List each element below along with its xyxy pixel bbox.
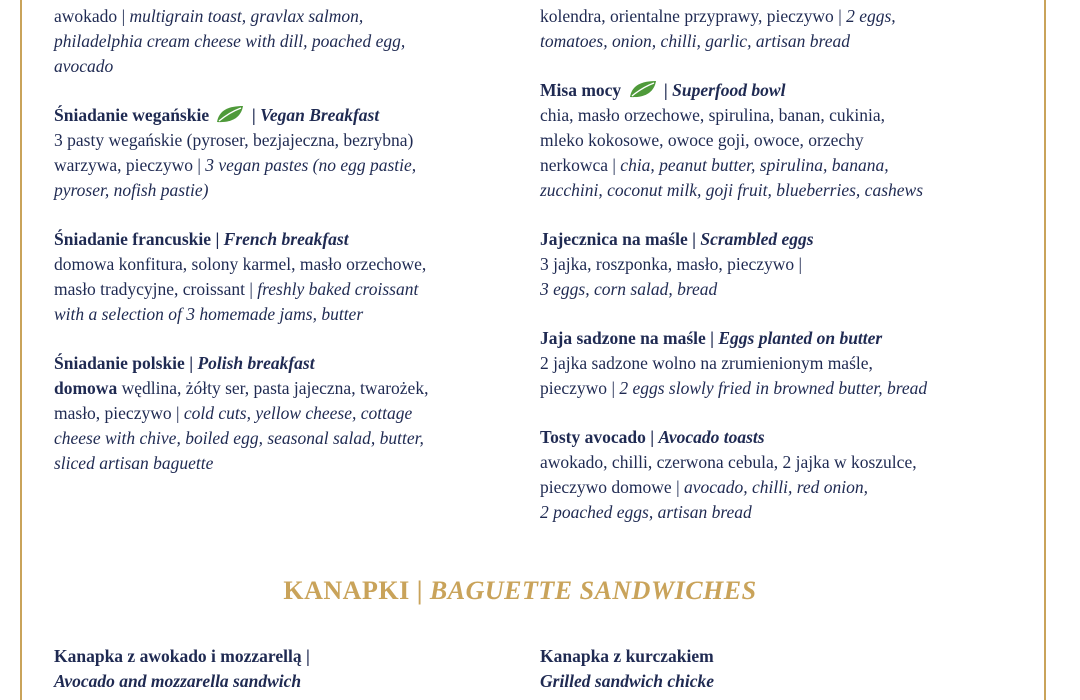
- item-desc-pl: awokado, chilli, czerwona cebula, 2 jajka w koszulce,: [540, 452, 917, 472]
- menu-item-chicken-sandwich: [540, 644, 714, 694]
- item-desc-en: cold cuts, yellow cheese, cottage: [183, 403, 413, 423]
- menu-item-french-breakfast: Śniadanie francuskie | French breakfast domowa konfitura, solony karmel, masło orzechowe, masło tradycyjne, croissant | freshly baked croissant with a selection of 3 homemade jams, butter: [54, 229, 427, 324]
- item-title-pl: Jajecznica na maśle: [540, 229, 688, 249]
- item-desc-en: sliced artisan baguette: [54, 453, 214, 473]
- item-desc-en: avocado: [54, 56, 114, 76]
- item-desc-pl: pieczywo domowe: [540, 477, 672, 497]
- menu-item-partial-left: awokado | multigrain toast, gravlax salmon, philadelphia cream cheese with dill, poached egg, avocado: [54, 6, 406, 76]
- item-desc-en: 2 eggs,: [846, 6, 896, 26]
- item-desc-bold: domowa: [54, 378, 118, 398]
- item-desc-en: multigrain toast, gravlax salmon,: [129, 6, 364, 26]
- item-desc-en: cheese with chive, boiled egg, seasonal salad, butter,: [54, 428, 424, 448]
- item-desc-pl: pieczywo: [540, 378, 608, 398]
- item-desc-pl: awokado: [54, 6, 118, 26]
- item-title-en: Grilled sandwich chicke: [540, 671, 715, 691]
- item-title-pl: Kanapka z awokado i mozzarellą: [54, 646, 302, 666]
- item-desc-en: zucchini, coconut milk, goji fruit, blueberries, cashews: [540, 180, 924, 200]
- item-title-en: Scrambled eggs: [700, 229, 814, 249]
- item-desc-en: chia, peanut butter, spirulina, banana,: [620, 155, 889, 175]
- item-title-en: French breakfast: [223, 229, 349, 249]
- item-desc-pl: wędlina, żółty ser, pasta jajeczna, twarożek,: [121, 378, 429, 398]
- menu-item-partial-right: kolendra, orientalne przyprawy, pieczywo | 2 eggs, tomatoes, onion, chilli, garlic, artisan bread: [540, 6, 896, 51]
- item-desc-pl: nerkowca: [540, 155, 609, 175]
- menu-item-superfood-bowl: Misa mocy | Superfood bowl chia, masło orzechowe, spirulina, banan, cukinia, mleko kokosowe, owoce goji, owoce, orzechy nerkowca | chia, peanut butter, spirulina, banana, zucchini, coconut milk, goji fruit, blueberries, cashews: [540, 80, 924, 200]
- menu-item-avocado-mozzarella-sandwich: Kanapka z awokado i mozzarellą | Avocado and mozzarella sandwich: [54, 646, 310, 691]
- item-desc-en: pyroser, nofish pastie): [54, 180, 209, 200]
- item-title-en: Eggs planted on butter: [718, 328, 883, 348]
- item-desc-pl: warzywa, pieczywo: [54, 155, 193, 175]
- item-desc-en: 3 eggs, corn salad, bread: [540, 279, 718, 299]
- item-title-en: Vegan Breakfast: [260, 105, 380, 125]
- item-desc-en: 3 vegan pastes (no egg pastie,: [205, 155, 417, 175]
- menu-item-polish-breakfast: Śniadanie polskie | Polish breakfast domowa wędlina, żółty ser, pasta jajeczna, twarożek, masło, pieczywo | cold cuts, yellow cheese, cottage cheese with chive, boiled egg, seasonal salad, butter, sliced artisan baguette: [54, 353, 429, 473]
- item-title-pl: Misa mocy: [540, 80, 622, 100]
- item-desc-en: 2 poached eggs, artisan bread: [540, 502, 752, 522]
- item-title-pl: Śniadanie polskie: [54, 353, 185, 373]
- menu-column-right: [540, 4, 1000, 549]
- item-desc-pl: masło, pieczywo: [54, 403, 172, 423]
- item-title-en: Polish breakfast: [197, 353, 315, 373]
- item-title-pl: Śniadanie wegańskie: [54, 105, 210, 125]
- item-desc-en: freshly baked croissant: [257, 279, 419, 299]
- item-desc-en: philadelphia cream cheese with dill, poached egg,: [54, 31, 406, 51]
- item-title-en: Avocado toasts: [658, 427, 765, 447]
- item-desc-pl: kolendra, orientalne przyprawy, pieczywo: [540, 6, 834, 26]
- item-desc-pl: mleko kokosowe, owoce goji, owoce, orzechy: [540, 130, 864, 150]
- section-title-sandwiches: KANAPKI | BAGUETTE SANDWICHES: [283, 576, 757, 605]
- item-desc-pl: 3 jajka, roszponka, masło, pieczywo: [540, 254, 795, 274]
- item-desc-en: with a selection of 3 homemade jams, butter: [54, 304, 364, 324]
- menu-column-left: [54, 4, 514, 500]
- item-title-pl: Tosty avocado: [540, 427, 646, 447]
- item-desc-pl: domowa konfitura, solony karmel, masło orzechowe,: [54, 254, 427, 274]
- item-desc-en: 2 eggs slowly fried in browned butter, bread: [619, 378, 928, 398]
- menu-item-scrambled-eggs: Jajecznica na maśle | Scrambled eggs 3 jajka, roszponka, masło, pieczywo | 3 eggs, corn salad, bread: [540, 229, 814, 299]
- menu-item-vegan-breakfast: Śniadanie wegańskie | Vegan Breakfast 3 pasty wegańskie (pyroser, bezjajeczna, bezrybna) warzywa, pieczywo | 3 vegan pastes (no egg pastie, pyroser, nofish pastie): [54, 105, 417, 200]
- leaf-icon: [628, 79, 658, 99]
- item-title-en: Avocado and mozzarella sandwich: [54, 671, 302, 691]
- item-desc-pl: 3 pasty wegańskie (pyroser, bezjajeczna, bezrybna): [54, 130, 414, 150]
- section-title-en: BAGUETTE SANDWICHES: [429, 576, 757, 605]
- item-title-pl: Kanapka z kurczakiem: [540, 646, 714, 666]
- item-title-pl: Śniadanie francuskie: [54, 229, 212, 249]
- item-title-pl: Jaja sadzone na maśle: [540, 328, 706, 348]
- item-desc-en: avocado, chilli, red onion,: [683, 477, 869, 497]
- menu-item-fried-eggs: Jaja sadzone na maśle | Eggs planted on butter 2 jajka sadzone wolno na zrumienionym maśle, pieczywo | 2 eggs slowly fried in browned butter, bread: [540, 328, 928, 398]
- item-title-en: Superfood bowl: [672, 80, 786, 100]
- section-title-pl: KANAPKI: [283, 576, 410, 605]
- item-desc-pl: chia, masło orzechowe, spirulina, banan, cukinia,: [540, 105, 886, 125]
- gold-border-right: [1044, 0, 1046, 700]
- item-desc-pl: masło tradycyjne, croissant: [54, 279, 245, 299]
- menu-item-avocado-toasts: Tosty avocado | Avocado toasts awokado, chilli, czerwona cebula, 2 jajka w koszulce, pieczywo domowe | avocado, chilli, red onion, 2 poached eggs, artisan bread: [540, 427, 917, 522]
- leaf-icon: [215, 104, 245, 124]
- item-desc-en: tomatoes, onion, chilli, garlic, artisan bread: [540, 31, 850, 51]
- item-desc-pl: 2 jajka sadzone wolno na zrumienionym maśle,: [540, 353, 873, 373]
